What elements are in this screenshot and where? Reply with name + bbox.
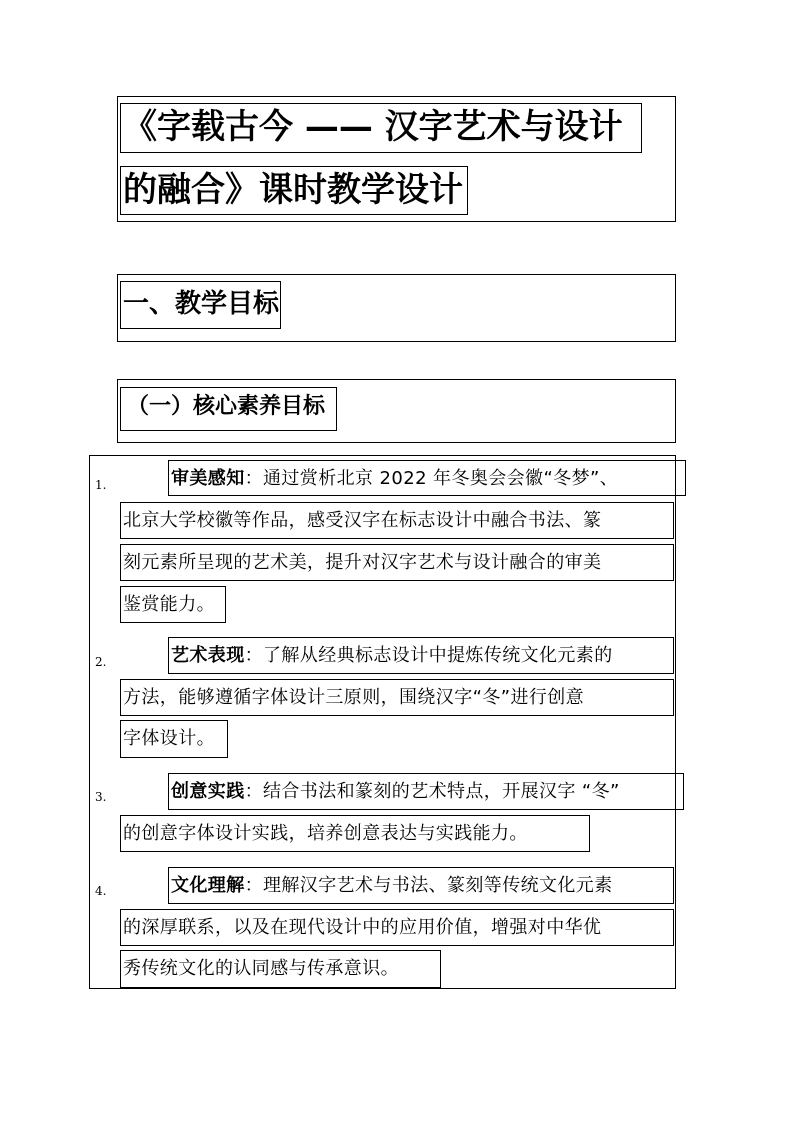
item-2-line-3: 字体设计。 <box>120 720 228 758</box>
list-number-1: 1. <box>95 478 107 492</box>
item-4-text-1: ：理解汉字艺术与书法、篆刻等传统文化元素 <box>244 875 613 896</box>
item-2-line-1 <box>168 637 674 674</box>
item-3-line-1 <box>168 773 684 810</box>
list-number-2: 2. <box>95 655 107 669</box>
item-2-line-2: 方法，能够遵循字体设计三原则，围绕汉字“冬”进行创意 <box>120 679 674 716</box>
subsection-heading: （一）核心素养目标 <box>120 387 337 431</box>
item-1-label: 审美感知 <box>171 468 245 489</box>
title-line-1: 《字载古今 —— 汉字艺术与设计 <box>120 103 642 153</box>
list-number-4: 4. <box>95 884 107 898</box>
list-number-3: 3. <box>95 790 107 804</box>
item-2-text-1: ：了解从经典标志设计中提炼传统文化元素的 <box>244 645 613 666</box>
item-4-line-2: 的深厚联系，以及在现代设计中的应用价值，增强对中华优 <box>120 909 674 946</box>
title-line-2: 的融合》课时教学设计 <box>120 166 468 215</box>
item-3-label: 创意实践 <box>171 781 245 802</box>
section-heading: 一、教学目标 <box>120 281 281 329</box>
item-1-line-2: 北京大学校徽等作品，感受汉字在标志设计中融合书法、篆 <box>120 502 674 539</box>
item-4-line-3: 秀传统文化的认同感与传承意识。 <box>120 950 441 988</box>
item-4-line-1 <box>168 867 674 904</box>
item-4-label: 文化理解 <box>171 875 245 896</box>
item-1-line-3: 刻元素所呈现的艺术美，提升对汉字艺术与设计融合的审美 <box>120 544 674 581</box>
item-1-line-4: 鉴赏能力。 <box>120 586 226 623</box>
item-2-label: 艺术表现 <box>171 645 245 666</box>
item-3-line-2: 的创意字体设计实践，培养创意表达与实践能力。 <box>120 815 590 852</box>
item-3-text-1: ：结合书法和篆刻的艺术特点，开展汉字 “冬” <box>244 781 620 802</box>
item-1-text-1: ：通过赏析北京 2022 年冬奥会会徽“冬梦”、 <box>244 468 619 489</box>
item-1-line-1 <box>168 460 686 496</box>
